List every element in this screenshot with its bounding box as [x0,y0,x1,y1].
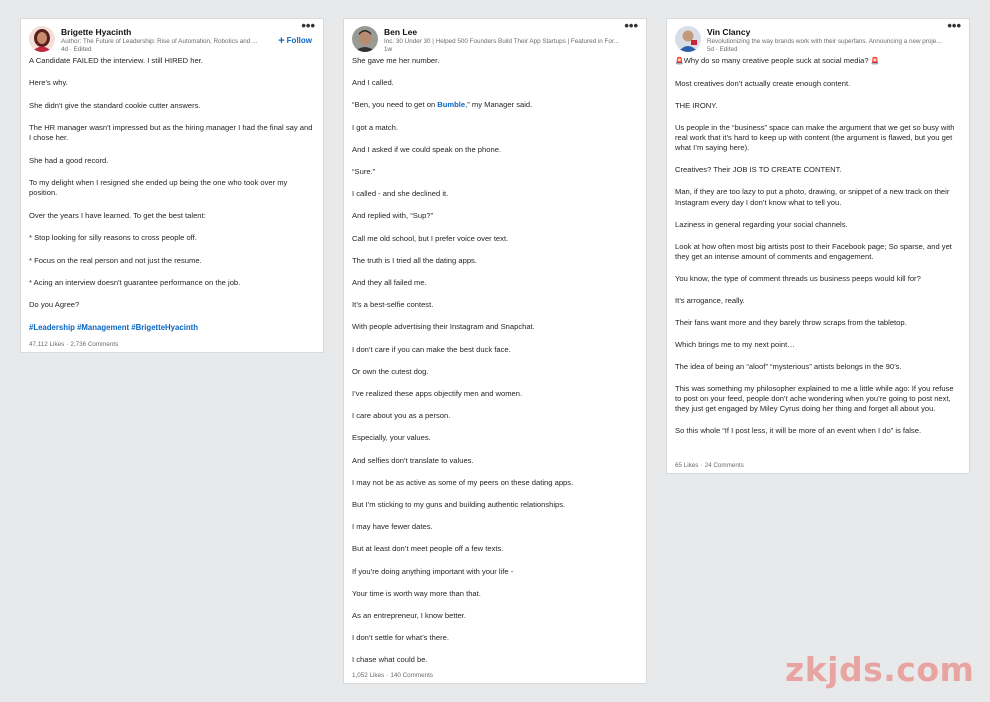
follow-button[interactable] [278,35,312,47]
post-paragraph: And selfies don’t translate to values. [352,455,474,465]
post-paragraph: If you’re doing anything important with your life - [352,566,514,576]
post-paragraph: Call me old school, but I prefer voice over text. [352,233,509,243]
post-paragraph: But at least don’t meet people off a few texts. [352,544,504,554]
post-paragraph: * Focus on the real person and not just the resume. [29,255,202,265]
avatar[interactable] [675,26,701,52]
avatar[interactable] [352,26,378,52]
post-paragraph: Man, if they are too lazy to put a photo, drawing, or snippet of a new track on their Instagram every day I don’t know what to tell you. [675,187,950,207]
author-name[interactable]: Ben Lee [384,27,418,37]
post-time: 4d · Edited [61,46,92,53]
post-paragraph: Us people in the “business” space can make the argument that we get so busy with real work that it’s hard to keep up with content (the argument is flawed, but you get what I’m saying here). [675,123,955,153]
post-paragraph: I got a match. [352,122,399,132]
post-paragraph: Or own the cutest dog. [352,366,429,376]
post-paragraph: With people advertising their Instagram and Snapchat. [352,322,535,332]
likes-count[interactable]: 65 Likes [675,462,699,469]
post-paragraph: I’ve realized these apps objectify men and women. [352,389,523,399]
post-paragraph: Here's why. [29,78,68,88]
post-paragraph: I don’t settle for what’s there. [352,633,449,643]
post-header [352,19,638,56]
post-paragraph: And they all failed me. [352,278,427,288]
author-name[interactable]: Brigette Hyacinth [61,27,132,37]
post-paragraph: The idea of being an “aloof” “mysterious” artists belongs in the 90’s. [675,361,902,371]
author-headline: Author: The Future of Leadership: Rise of Automation, Robotics and ... [61,38,258,45]
post-paragraph: I care about you as a person. [352,411,451,421]
post-body [29,56,315,333]
post-paragraph: The HR manager wasn't impressed but as the hiring manager I had the final say and I chose her. [29,123,313,143]
post-paragraph: Your time is worth way more than that. [352,588,481,598]
post-paragraph: And replied with, “Sup?” [352,211,434,221]
post-paragraph: Their fans want more and they barely throw scraps from the tabletop. [675,317,907,327]
post-paragraph: This was something my philosopher explained to me a little while ago: If you refuse to post on your feed, people don’t ache wondering when you’re going to post next, they just get engaged by Miley Cyrus doing her thing and forget all about you. [675,383,954,414]
comments-count[interactable]: 140 Comments [390,672,434,679]
post-paragraph: * Stop looking for silly reasons to cross people off. [29,233,197,243]
hashtags-link[interactable]: #Leadership #Management #BrigetteHyacinth [29,322,198,332]
likes-count[interactable]: 47,112 Likes [29,341,65,348]
post-paragraph: Do you Agree? [29,300,80,310]
post-paragraph: Over the years I have learned. To get the best talent: [29,210,206,220]
post-time: 5d · Edited [707,46,738,53]
post-paragraph: She had a good record. [29,155,109,165]
post-card-ben [343,18,647,684]
more-options-icon[interactable]: ••• [947,18,961,33]
engagement-stats: 65 Likes · 24 Comments [675,462,744,469]
post-paragraph: And I called. [352,78,394,88]
author-headline: Revolutionizing the way brands work with their superfans. Announcing a new proje... [707,38,942,45]
post-paragraph: THE IRONY. [675,101,718,110]
post-paragraph: So this whole “If I post less, it will be more of an event when I do” is false. [675,426,922,436]
post-paragraph: But I’m sticking to my guns and building authentic relationships. [352,500,566,510]
post-headline-text: Why do so many creative people suck at social media? [683,56,869,65]
author-name[interactable]: Vin Clancy [707,27,751,37]
follow-label: Follow [286,36,312,45]
post-time: 1w [384,46,393,53]
quote-text: “Ben, you need to get on [352,100,438,110]
more-options-icon[interactable]: ••• [624,18,638,33]
post-paragraph: I called - and she declined it. [352,189,449,199]
siren-emoji-icon: 🚨 [870,58,880,65]
post-paragraph: She gave me her number. [352,56,440,65]
engagement-stats: 1,052 Likes · 140 Comments [352,672,434,679]
likes-count[interactable]: 1,052 Likes [352,672,385,679]
comments-count[interactable]: 24 Comments [704,462,744,469]
post-paragraph [675,56,961,67]
post-body [352,56,638,666]
siren-emoji-icon: 🚨 [675,58,684,65]
post-paragraph: She didn't give the standard cookie cutter answers. [29,100,201,110]
post-paragraph: * Acing an interview doesn't guarantee performance on the job. [29,277,241,287]
avatar[interactable] [29,26,55,52]
quote-tail: ,” my Manager said. [465,100,533,110]
post-paragraph: Creatives? Their JOB IS TO CREATE CONTENT. [675,165,842,175]
post-paragraph: I don’t care if you can make the best duck face. [352,344,511,354]
post-paragraph: Which brings me to my next point… [675,339,795,349]
post-card-brigette [20,18,324,353]
post-paragraph: Look at how often most big artists post to their Facebook page; So sparse, and yet they get an intense amount of comments and engagement. [675,241,952,261]
post-card-vin [666,18,970,474]
more-options-icon[interactable]: ••• [301,18,315,33]
post-paragraph [352,100,638,110]
post-paragraph: To my delight when I resigned she ended up being the one who took over my position. [29,178,288,198]
post-paragraph: “Sure.” [352,167,376,177]
post-paragraph: As an entrepreneur, I know better. [352,611,466,621]
bumble-link[interactable]: Bumble [437,100,466,110]
post-paragraph: A Candidate FAILED the interview. I still HIRED her. [29,56,203,65]
comments-count[interactable]: 2,736 Comments [70,341,119,348]
post-header [29,19,315,56]
plus-icon: + [278,35,285,47]
post-paragraph: Especially, your values. [352,433,431,443]
post-paragraph: The truth is I tried all the dating apps. [352,255,477,265]
post-paragraph: You know, the type of comment threads us business peeps would kill for? [675,273,921,283]
post-paragraph: I may have fewer dates. [352,522,433,532]
post-body [675,56,961,436]
post-paragraph: I chase what could be. [352,655,428,665]
post-header [675,19,961,56]
post-paragraph: It’s a best-selfie contest. [352,300,434,310]
post-paragraph: I may not be as active as some of my peers on these dating apps. [352,477,574,487]
post-paragraph: It’s arrogance, really. [675,295,745,305]
post-paragraph: Most creatives don’t actually create enough content. [675,79,851,88]
post-paragraph: And I asked if we could speak on the phone. [352,144,502,154]
watermark: zkjds.com [785,650,975,689]
engagement-stats: 47,112 Likes · 2,736 Comments [29,341,119,348]
author-headline: Inc. 30 Under 30 | Helped 500 Founders Build Their App Startups | Featured in For... [384,38,619,45]
post-paragraph: Laziness in general regarding your social channels. [675,219,848,229]
